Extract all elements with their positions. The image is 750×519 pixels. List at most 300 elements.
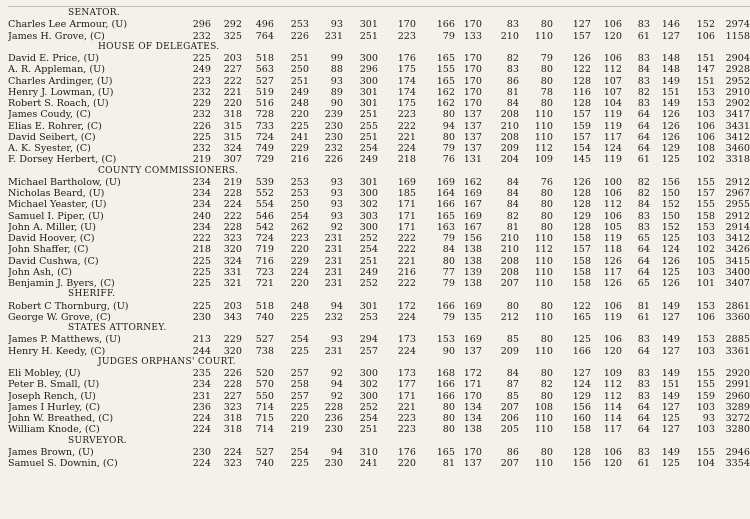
vote-cell: 255 — [359, 120, 378, 132]
vote-cell: 210 — [500, 120, 519, 132]
vote-cell: 216 — [397, 266, 416, 278]
vote-cell: 225 — [290, 401, 309, 413]
vote-cell: 106 — [603, 334, 622, 346]
vote-cell: 157 — [696, 188, 715, 199]
vote-cell: 177 — [397, 379, 416, 391]
vote-cell: 110 — [534, 458, 553, 469]
vote-cell: 170 — [397, 19, 416, 31]
vote-cell: 103 — [696, 233, 715, 244]
vote-cell: 114 — [603, 401, 622, 413]
vote-cell: 223 — [192, 75, 211, 87]
vote-cell: 110 — [534, 424, 553, 436]
vote-cell: 228 — [223, 379, 242, 391]
vote-cell: 249 — [359, 266, 378, 278]
vote-cell: 232 — [192, 109, 211, 121]
vote-cell: 93 — [330, 19, 343, 31]
candidate-name: James P. Matthews, (U) — [8, 334, 121, 346]
vote-cell: 208 — [500, 266, 519, 278]
vote-cell: 716 — [255, 255, 274, 267]
vote-cell: 251 — [359, 424, 378, 436]
vote-cell: 301 — [359, 300, 378, 312]
vote-cell: 733 — [255, 120, 274, 132]
vote-cell: 203 — [223, 300, 242, 312]
vote-cell: 94 — [330, 446, 343, 458]
vote-cell: 212 — [500, 311, 519, 323]
vote-cell: 173 — [397, 368, 416, 379]
vote-cell: 90 — [442, 345, 455, 357]
vote-cell: 109 — [534, 154, 553, 166]
vote-cell: 155 — [696, 379, 715, 391]
vote-cell: 157 — [572, 109, 591, 121]
vote-cell: 232 — [192, 143, 211, 154]
table-row — [8, 278, 750, 289]
vote-cell: 81 — [442, 458, 455, 469]
vote-cell: 105 — [603, 221, 622, 233]
vote-cell: 226 — [223, 368, 242, 379]
vote-cell: 125 — [661, 413, 680, 424]
vote-cell: 527 — [255, 334, 274, 346]
vote-cell: 80 — [506, 300, 519, 312]
section-header — [8, 323, 750, 334]
vote-cell: 87 — [506, 379, 519, 391]
vote-cell: 173 — [397, 334, 416, 346]
vote-cell: 127 — [661, 311, 680, 323]
vote-cell: 65 — [637, 233, 650, 244]
vote-cell: 106 — [603, 53, 622, 64]
vote-cell: 169 — [397, 176, 416, 188]
section-header — [8, 289, 750, 300]
vote-cell: 84 — [442, 244, 455, 256]
vote-cell: 231 — [324, 255, 343, 267]
vote-cell: 251 — [359, 131, 378, 143]
vote-cell: 155 — [696, 368, 715, 379]
vote-cell: 154 — [572, 143, 591, 154]
vote-cell: 176 — [397, 446, 416, 458]
vote-cell: 106 — [603, 19, 622, 31]
vote-cell: 236 — [324, 413, 343, 424]
candidate-name: David E. Price, (U) — [8, 53, 100, 64]
total-cell: 3412 — [725, 233, 750, 244]
table-row — [8, 87, 750, 98]
vote-cell: 169 — [463, 334, 482, 346]
vote-cell: 64 — [637, 131, 650, 143]
vote-cell: 153 — [436, 334, 455, 346]
total-cell: 3318 — [725, 154, 750, 166]
vote-cell: 128 — [572, 98, 591, 109]
vote-cell: 79 — [540, 53, 553, 64]
candidate-name: James H. Grove, (C) — [8, 30, 105, 42]
vote-cell: 64 — [637, 401, 650, 413]
vote-cell: 81 — [637, 300, 650, 312]
vote-cell: 296 — [192, 19, 211, 31]
vote-cell: 257 — [359, 345, 378, 357]
vote-cell: 222 — [397, 278, 416, 289]
vote-cell: 158 — [572, 424, 591, 436]
total-cell: 2904 — [725, 53, 750, 64]
vote-cell: 103 — [696, 401, 715, 413]
vote-cell: 83 — [637, 368, 650, 379]
vote-cell: 81 — [506, 221, 519, 233]
vote-cell: 150 — [661, 188, 680, 199]
vote-cell: 81 — [506, 86, 519, 98]
vote-cell: 110 — [534, 131, 553, 143]
vote-cell: 216 — [290, 154, 309, 166]
vote-cell: 100 — [603, 176, 622, 188]
vote-cell: 167 — [463, 199, 482, 211]
vote-cell: 539 — [255, 176, 274, 188]
vote-cell: 234 — [192, 221, 211, 233]
vote-cell: 80 — [540, 334, 553, 346]
vote-cell: 234 — [192, 199, 211, 211]
vote-cell: 250 — [290, 64, 309, 76]
vote-cell: 138 — [463, 424, 482, 436]
candidate-name: Charles Lee Armour, (U) — [8, 19, 128, 31]
vote-cell: 148 — [661, 53, 680, 64]
total-cell: 2861 — [725, 300, 750, 312]
vote-cell: 171 — [397, 199, 416, 211]
vote-cell: 248 — [290, 300, 309, 312]
vote-cell: 220 — [290, 413, 309, 424]
vote-cell: 92 — [330, 221, 343, 233]
vote-cell: 83 — [637, 75, 650, 87]
vote-cell: 740 — [255, 458, 274, 469]
vote-cell: 301 — [359, 176, 378, 188]
vote-cell: 126 — [603, 278, 622, 289]
vote-cell: 323 — [223, 401, 242, 413]
vote-cell: 165 — [436, 446, 455, 458]
candidate-name: Peter B. Small, (U) — [8, 379, 100, 391]
vote-cell: 138 — [463, 244, 482, 256]
vote-cell: 128 — [572, 446, 591, 458]
vote-cell: 224 — [192, 413, 211, 424]
vote-cell: 88 — [330, 64, 343, 76]
vote-cell: 230 — [324, 120, 343, 132]
vote-cell: 254 — [359, 143, 378, 154]
vote-cell: 157 — [572, 131, 591, 143]
vote-cell: 208 — [500, 109, 519, 121]
table-row — [8, 233, 750, 244]
vote-cell: 119 — [603, 154, 622, 166]
vote-cell: 129 — [572, 210, 591, 222]
vote-cell: 224 — [223, 446, 242, 458]
vote-cell: 221 — [223, 86, 242, 98]
vote-cell: 218 — [192, 244, 211, 256]
vote-cell: 80 — [442, 401, 455, 413]
vote-cell: 714 — [255, 401, 274, 413]
vote-cell: 225 — [192, 278, 211, 289]
vote-cell: 112 — [603, 390, 622, 402]
vote-cell: 156 — [661, 176, 680, 188]
table-row — [8, 368, 750, 379]
vote-cell: 166 — [436, 390, 455, 402]
vote-cell: 251 — [290, 53, 309, 64]
vote-cell: 83 — [637, 446, 650, 458]
vote-cell: 226 — [290, 30, 309, 42]
vote-cell: 107 — [603, 75, 622, 87]
vote-cell: 210 — [500, 244, 519, 256]
total-cell: 3412 — [725, 131, 750, 143]
candidate-name: A. R. Appleman, (U) — [8, 64, 105, 76]
vote-cell: 84 — [506, 176, 519, 188]
total-cell: 1158 — [725, 30, 750, 42]
table-row — [8, 447, 750, 458]
vote-cell: 170 — [463, 19, 482, 31]
vote-cell: 244 — [192, 345, 211, 357]
vote-cell: 64 — [637, 424, 650, 436]
vote-cell: 222 — [397, 233, 416, 244]
vote-cell: 147 — [696, 64, 715, 76]
vote-cell: 64 — [637, 413, 650, 424]
vote-cell: 137 — [463, 345, 482, 357]
vote-cell: 158 — [572, 278, 591, 289]
table-row — [8, 154, 750, 165]
table-row — [8, 143, 750, 154]
vote-cell: 310 — [359, 446, 378, 458]
vote-cell: 204 — [500, 154, 519, 166]
vote-cell: 554 — [255, 199, 274, 211]
vote-cell: 106 — [603, 210, 622, 222]
vote-cell: 80 — [540, 221, 553, 233]
table-row — [8, 312, 750, 323]
vote-cell: 241 — [359, 458, 378, 469]
vote-cell: 85 — [506, 390, 519, 402]
vote-cell: 225 — [290, 458, 309, 469]
vote-cell: 323 — [223, 458, 242, 469]
candidate-name: Benjamin J. Byers, (C) — [8, 278, 115, 289]
candidate-name: Robert S. Roach, (U) — [8, 98, 109, 109]
vote-cell: 224 — [397, 143, 416, 154]
vote-cell: 160 — [572, 413, 591, 424]
vote-cell: 149 — [661, 98, 680, 109]
vote-cell: 235 — [192, 368, 211, 379]
vote-cell: 84 — [506, 368, 519, 379]
vote-cell: 61 — [637, 311, 650, 323]
vote-cell: 171 — [397, 221, 416, 233]
vote-cell: 137 — [463, 143, 482, 154]
vote-cell: 307 — [223, 154, 242, 166]
vote-cell: 225 — [192, 131, 211, 143]
vote-cell: 93 — [330, 188, 343, 199]
vote-cell: 126 — [661, 278, 680, 289]
vote-cell: 82 — [506, 210, 519, 222]
vote-cell: 84 — [506, 98, 519, 109]
candidate-name: F. Dorsey Herbert, (C) — [8, 154, 117, 166]
vote-cell: 170 — [463, 446, 482, 458]
vote-cell: 153 — [696, 334, 715, 346]
vote-cell: 166 — [572, 345, 591, 357]
vote-cell: 159 — [696, 390, 715, 402]
vote-cell: 116 — [572, 86, 591, 98]
table-row — [8, 413, 750, 424]
candidate-name: Henry H. Keedy, (C) — [8, 345, 106, 357]
candidate-name: David Seibert, (C) — [8, 131, 96, 143]
vote-cell: 157 — [572, 30, 591, 42]
vote-cell: 80 — [442, 109, 455, 121]
vote-cell: 721 — [255, 278, 274, 289]
vote-cell: 207 — [500, 458, 519, 469]
section-header — [8, 8, 750, 19]
table-row — [8, 177, 750, 188]
vote-cell: 126 — [603, 255, 622, 267]
section-header-label: COUNTY COMMISSIONERS. — [98, 165, 239, 176]
candidate-name: Eli Mobley, (U) — [8, 368, 81, 379]
vote-cell: 234 — [192, 379, 211, 391]
candidate-name: John A. Miller, (U) — [8, 221, 96, 233]
vote-cell: 764 — [255, 30, 274, 42]
vote-cell: 106 — [603, 300, 622, 312]
vote-cell: 496 — [255, 19, 274, 31]
vote-cell: 90 — [330, 98, 343, 109]
vote-cell: 83 — [637, 53, 650, 64]
vote-cell: 76 — [540, 176, 553, 188]
vote-cell: 301 — [359, 19, 378, 31]
vote-cell: 80 — [442, 131, 455, 143]
vote-cell: 153 — [696, 300, 715, 312]
vote-cell: 301 — [359, 98, 378, 109]
vote-cell: 232 — [324, 311, 343, 323]
vote-cell: 126 — [661, 109, 680, 121]
total-cell: 2967 — [725, 188, 750, 199]
vote-cell: 137 — [463, 109, 482, 121]
vote-cell: 185 — [397, 188, 416, 199]
vote-cell: 120 — [603, 345, 622, 357]
vote-cell: 119 — [603, 109, 622, 121]
candidate-name: John W. Breathed, (C) — [8, 413, 114, 424]
vote-cell: 61 — [637, 154, 650, 166]
total-cell: 3272 — [725, 413, 750, 424]
total-cell: 2914 — [725, 221, 750, 233]
vote-cell: 110 — [534, 233, 553, 244]
vote-cell: 209 — [500, 143, 519, 154]
vote-cell: 174 — [397, 86, 416, 98]
vote-cell: 225 — [192, 53, 211, 64]
vote-cell: 220 — [290, 278, 309, 289]
vote-cell: 227 — [223, 64, 242, 76]
vote-cell: 219 — [192, 154, 211, 166]
vote-cell: 230 — [324, 424, 343, 436]
candidate-name: Michael Yeaster, (U) — [8, 199, 107, 211]
vote-cell: 165 — [436, 53, 455, 64]
vote-cell: 715 — [255, 413, 274, 424]
vote-cell: 124 — [572, 379, 591, 391]
vote-cell: 206 — [500, 413, 519, 424]
vote-cell: 318 — [223, 109, 242, 121]
vote-cell: 205 — [500, 424, 519, 436]
vote-cell: 83 — [637, 98, 650, 109]
vote-cell: 229 — [223, 334, 242, 346]
table-row — [8, 334, 750, 345]
vote-cell: 85 — [506, 334, 519, 346]
vote-cell: 170 — [463, 64, 482, 76]
candidate-name: David Hoover, (C) — [8, 233, 95, 244]
table-row — [8, 222, 750, 233]
vote-cell: 127 — [572, 19, 591, 31]
vote-cell: 109 — [603, 368, 622, 379]
vote-cell: 251 — [359, 255, 378, 267]
section-header — [8, 357, 750, 368]
vote-cell: 231 — [192, 390, 211, 402]
vote-cell: 251 — [359, 30, 378, 42]
vote-cell: 221 — [397, 131, 416, 143]
vote-cell: 225 — [192, 255, 211, 267]
vote-cell: 137 — [463, 131, 482, 143]
vote-cell: 749 — [255, 143, 274, 154]
section-header-label: JUDGES ORPHANS' COURT. — [98, 356, 236, 367]
vote-cell: 102 — [696, 244, 715, 256]
table-row — [8, 132, 750, 143]
vote-cell: 228 — [223, 221, 242, 233]
vote-cell: 231 — [324, 30, 343, 42]
vote-cell: 169 — [463, 300, 482, 312]
vote-cell: 723 — [255, 266, 274, 278]
vote-cell: 92 — [330, 368, 343, 379]
vote-cell: 224 — [192, 458, 211, 469]
vote-cell: 169 — [463, 188, 482, 199]
vote-cell: 110 — [534, 413, 553, 424]
vote-cell: 125 — [661, 233, 680, 244]
candidate-name: Samuel S. Downin, (C) — [8, 458, 118, 469]
vote-cell: 80 — [540, 199, 553, 211]
vote-cell: 302 — [359, 199, 378, 211]
vote-cell: 251 — [290, 75, 309, 87]
vote-cell: 518 — [255, 300, 274, 312]
vote-cell: 159 — [572, 120, 591, 132]
vote-cell: 151 — [661, 86, 680, 98]
vote-cell: 232 — [192, 30, 211, 42]
vote-cell: 119 — [603, 233, 622, 244]
section-header — [8, 166, 750, 177]
vote-cell: 222 — [223, 210, 242, 222]
total-cell: 2885 — [725, 334, 750, 346]
vote-cell: 83 — [637, 210, 650, 222]
vote-cell: 80 — [540, 446, 553, 458]
vote-cell: 162 — [463, 176, 482, 188]
vote-cell: 153 — [696, 86, 715, 98]
vote-cell: 224 — [397, 345, 416, 357]
vote-cell: 225 — [192, 300, 211, 312]
candidate-name: Michael Bartholow, (U) — [8, 176, 121, 188]
vote-cell: 219 — [223, 176, 242, 188]
vote-cell: 519 — [255, 86, 274, 98]
vote-cell: 135 — [463, 311, 482, 323]
vote-cell: 239 — [324, 109, 343, 121]
vote-cell: 86 — [506, 446, 519, 458]
vote-cell: 207 — [500, 401, 519, 413]
total-cell: 2928 — [725, 64, 750, 76]
vote-cell: 167 — [463, 221, 482, 233]
vote-cell: 79 — [442, 233, 455, 244]
vote-cell: 127 — [661, 424, 680, 436]
vote-cell: 112 — [534, 143, 553, 154]
vote-cell: 80 — [540, 188, 553, 199]
vote-cell: 302 — [359, 379, 378, 391]
vote-cell: 101 — [696, 278, 715, 289]
vote-cell: 546 — [255, 210, 274, 222]
vote-cell: 104 — [696, 458, 715, 469]
vote-cell: 120 — [603, 30, 622, 42]
vote-cell: 103 — [696, 424, 715, 436]
vote-cell: 223 — [397, 109, 416, 121]
vote-cell: 208 — [500, 255, 519, 267]
vote-cell: 112 — [603, 64, 622, 76]
vote-cell: 229 — [290, 255, 309, 267]
table-row — [8, 424, 750, 435]
vote-cell: 221 — [397, 255, 416, 267]
vote-cell: 79 — [442, 30, 455, 42]
vote-cell: 174 — [397, 75, 416, 87]
vote-cell: 80 — [540, 390, 553, 402]
vote-cell: 231 — [324, 233, 343, 244]
